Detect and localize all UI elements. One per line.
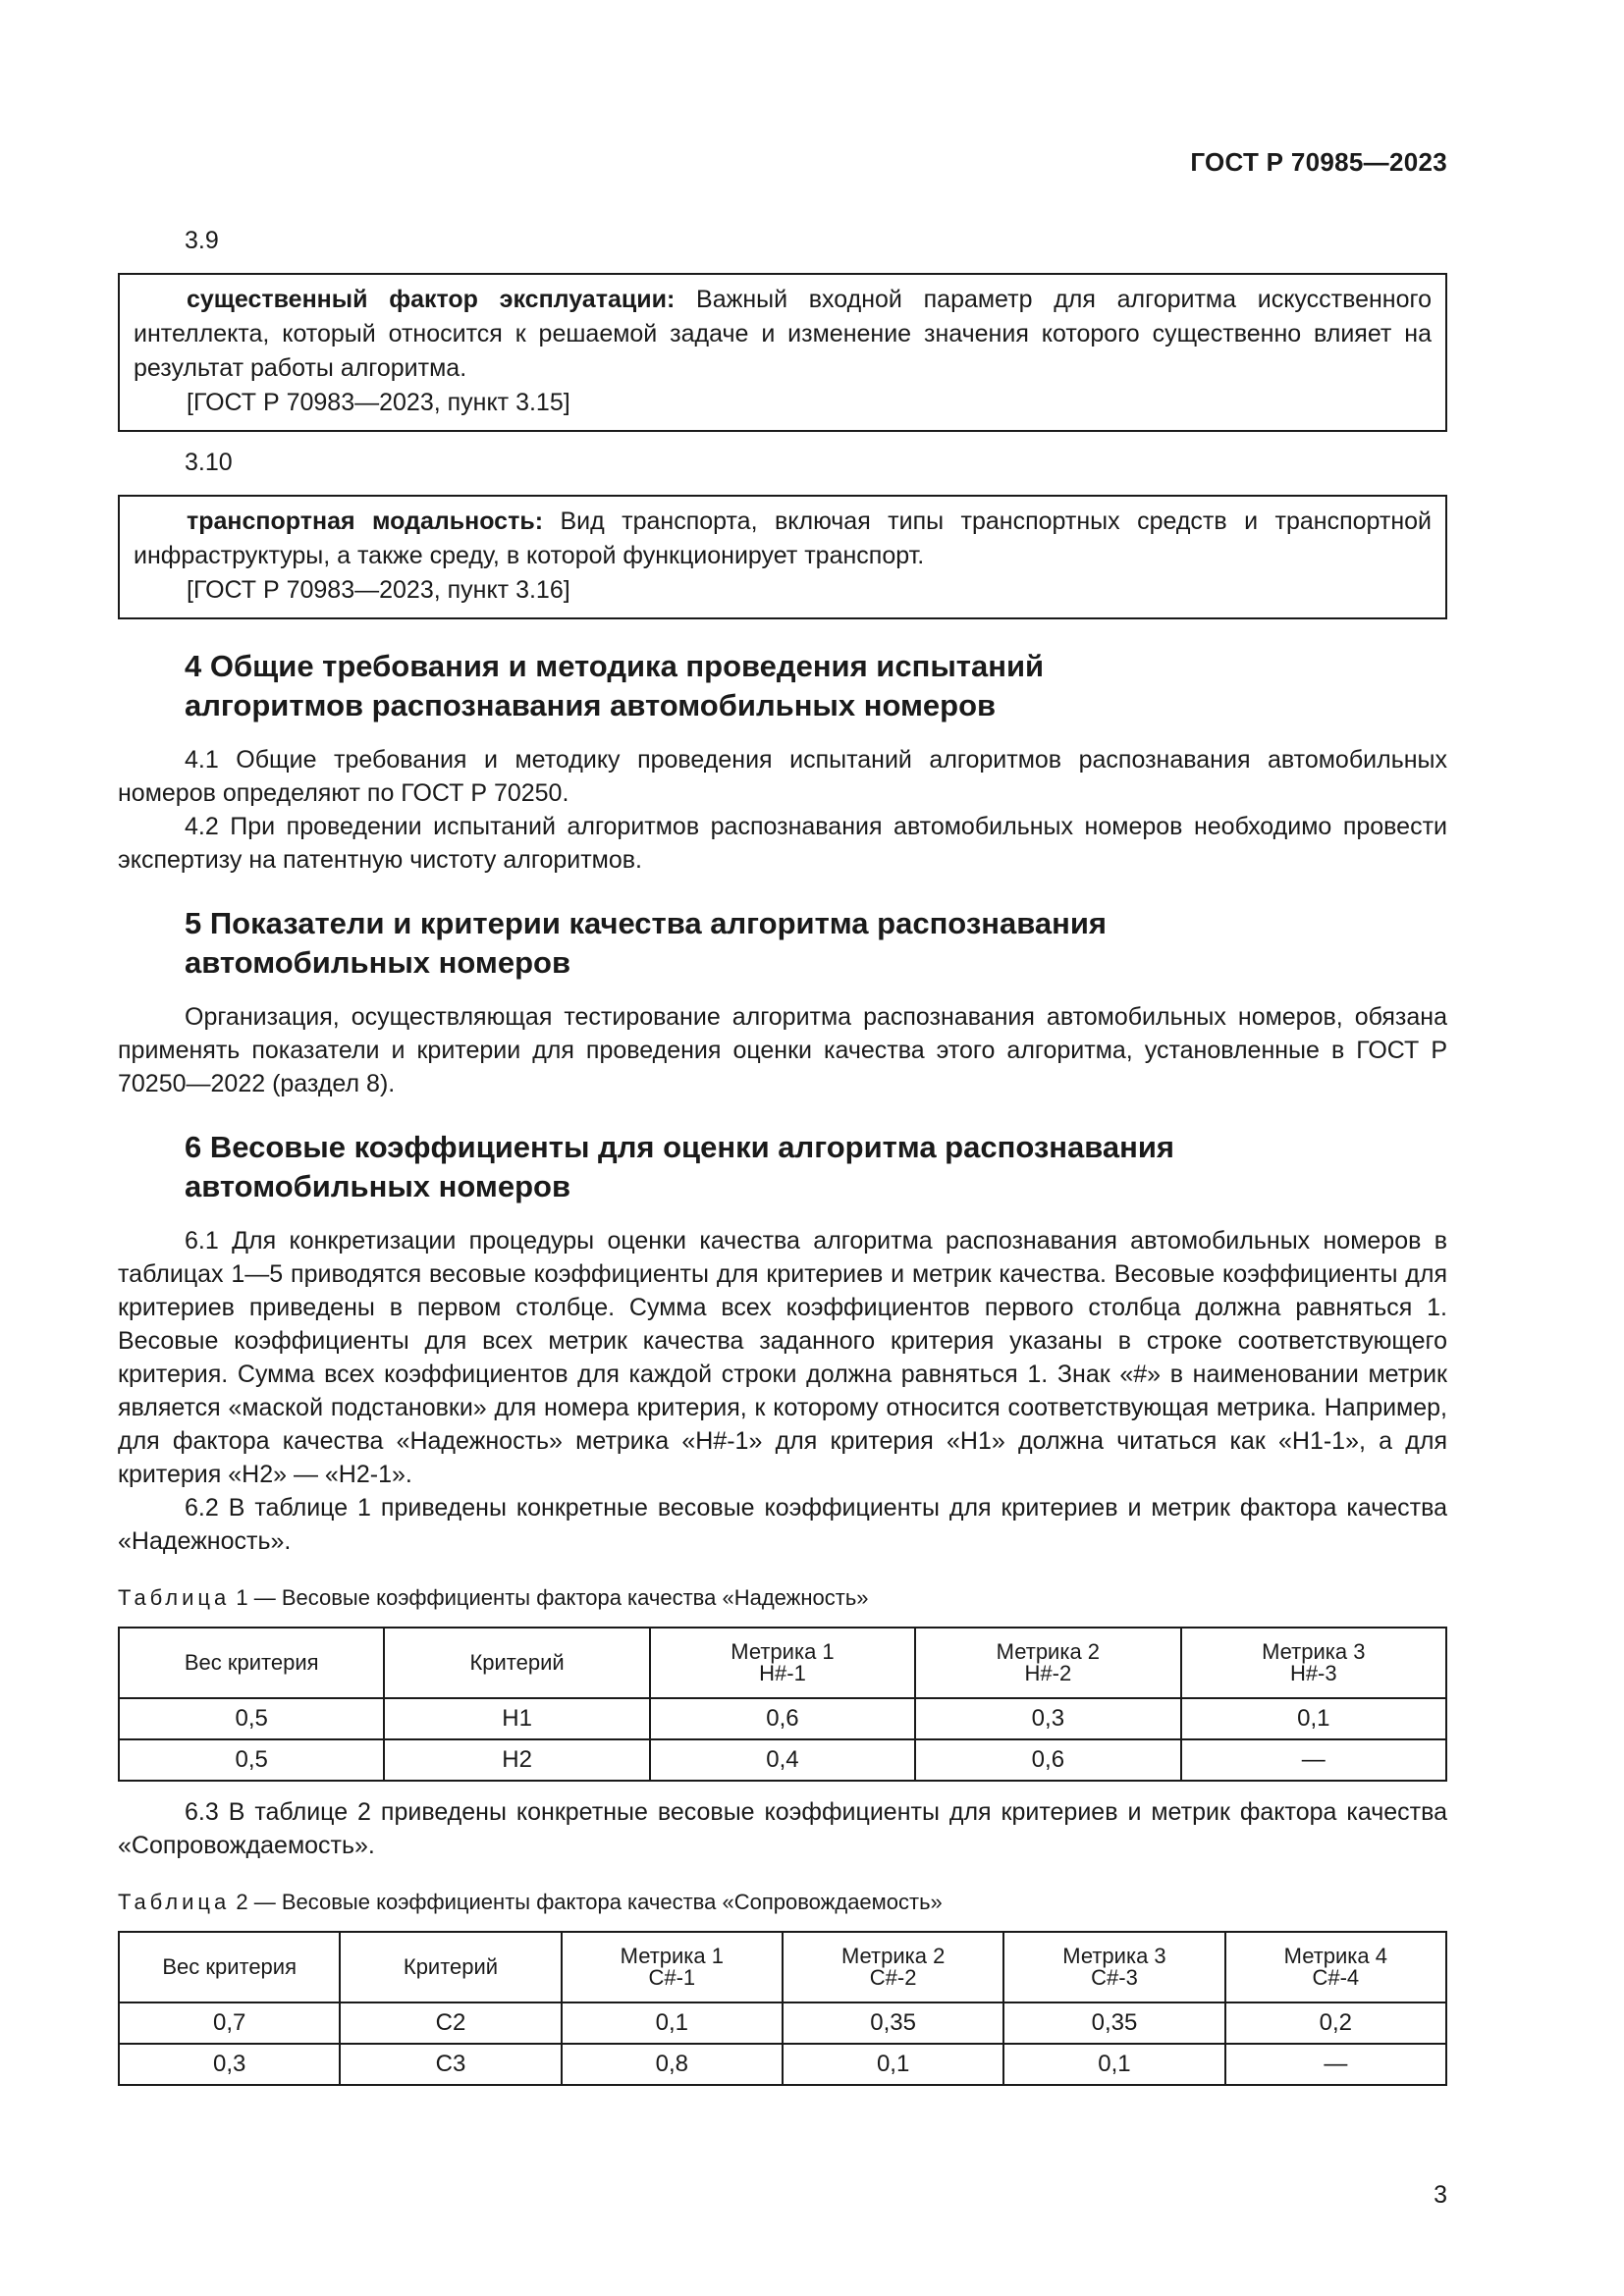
- table-2-caption: Таблица 2 — Весовые коэффициенты фактора качества «Сопровождаемость»: [118, 1890, 943, 1914]
- term-definition: существенный фактор эксплуатации: Важный входной параметр для алгоритма искусственного интеллекта, который относится к решаемой задаче и изменение значения которого существенно влияет на результат работы алгоритма.: [134, 286, 1432, 382]
- paragraph: 6.2 В таблице 1 приведены конкретные весовые коэффициенты для критериев и метрик фактора качества «Надежность».: [118, 1494, 1447, 1555]
- page-content: [118, 226, 1447, 2086]
- paragraph: 6.1 Для конкретизации процедуры оценки качества алгоритма распознавания автомобильных номеров в таблицах 1—5 приводятся весовые коэффициенты для критериев и метрик качества. Весовые коэффициенты для критериев приведены в первом столбце. Сумма всех коэффициентов первого столбца должна равняться 1. Весовые коэффициенты для всех метрик качества заданного критерия указаны в строке соответствующего критерия. Сумма всех коэффициентов для каждой строки должна равняться 1. Знак «#» в наименовании метрик является «маской подстановки» для номера критерия, к которому относится соответствующая метрика. Например, для фактора качества «Надежность» метрика «Н#-1» для критерия «Н1» должна читаться как «Н1-1», а для критерия «Н2» — «Н2-1».: [118, 1227, 1447, 1488]
- table-row: 0,5 Н1 0,6 0,3 0,1: [119, 1698, 1446, 1739]
- term-number: 3.9: [185, 227, 219, 254]
- section-6-title: 6 Весовые коэффициенты для оценки алгоритма распознавания автомобильных номеров: [185, 1130, 1174, 1203]
- term-number: 3.10: [185, 449, 233, 476]
- term-source: [ГОСТ Р 70983—2023, пункт 3.15]: [187, 389, 570, 416]
- paragraph: 4.1 Общие требования и методику проведения испытаний алгоритмов распознавания автомобильных номеров определяют по ГОСТ Р 70250.: [118, 746, 1447, 807]
- table-1: [118, 1627, 1447, 1782]
- table-row: 0,3 С3 0,8 0,1 0,1 —: [119, 2044, 1446, 2085]
- section-5-title: 5 Показатели и критерии качества алгоритма распознавания автомобильных номеров: [185, 906, 1107, 980]
- term-source: [ГОСТ Р 70983—2023, пункт 3.16]: [187, 576, 570, 604]
- table-row: 0,7 С2 0,1 0,35 0,35 0,2: [119, 2002, 1446, 2044]
- paragraph: Организация, осуществляющая тестирование алгоритма распознавания автомобильных номеров, обязана применять показатели и критерии для проведения оценки качества этого алгоритма, установленные в ГОСТ Р 70250—2022 (раздел 8).: [118, 1003, 1447, 1097]
- term-box: [118, 273, 1447, 432]
- section-4-title: 4 Общие требования и методика проведения испытаний алгоритмов распознавания автомобильных номеров: [185, 649, 1045, 722]
- term-name: транспортная модальность:: [187, 507, 544, 535]
- table-2: [118, 1931, 1447, 2086]
- table-row: 0,5 Н2 0,4 0,6 —: [119, 1739, 1446, 1781]
- table-1-caption: Таблица 1 — Весовые коэффициенты фактора качества «Надежность»: [118, 1585, 869, 1610]
- term-name: существенный фактор эксплуатации:: [187, 286, 676, 313]
- paragraph: 6.3 В таблице 2 приведены конкретные весовые коэффициенты для критериев и метрик фактора качества «Сопровождаемость».: [118, 1798, 1447, 1859]
- term-definition: транспортная модальность: Вид транспорта, включая типы транспортных средств и транспортной инфраструктуры, а также среду, в которой функционирует транспорт.: [134, 507, 1432, 569]
- page-number: 3: [1434, 2181, 1447, 2209]
- term-box: [118, 495, 1447, 619]
- table-header-row: Вес критерия Критерий Метрика 1 С#-1 Метрика 2 С#-2 Метрика 3 С#-3 Метрика 4 С#-4: [119, 1932, 1446, 2002]
- table-header-row: Вес критерия Критерий Метрика 1 Н#-1 Метрика 2 Н#-2 Метрика 3 Н#-3: [119, 1628, 1446, 1698]
- paragraph: 4.2 При проведении испытаний алгоритмов распознавания автомобильных номеров необходимо провести экспертизу на патентную чистоту алгоритмов.: [118, 813, 1447, 874]
- document-code-header: ГОСТ Р 70985—2023: [1190, 147, 1447, 177]
